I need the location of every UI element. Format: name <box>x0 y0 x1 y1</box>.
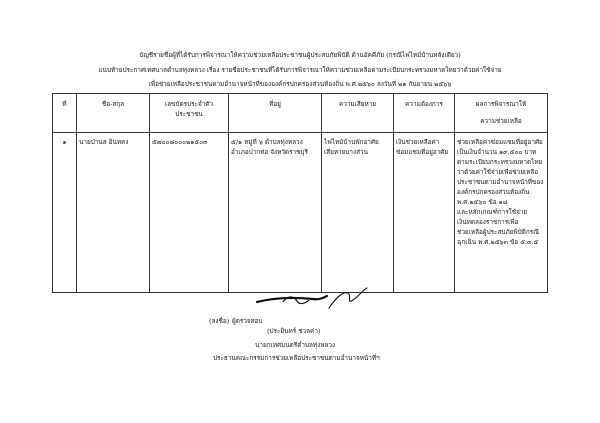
header-address: ที่อยู่ <box>229 94 322 133</box>
signed-label: (ลงชื่อ) <box>209 317 230 325</box>
result-line: ช่วยเหลือผู้ประสบภัยพิบัติกรณี <box>457 228 540 236</box>
result-line: และหลักเกณฑ์การใช้จ่าย <box>457 208 528 216</box>
row-id: ๕๗๐๐๘๐๐๐๒๑๕๐๓ <box>150 133 229 293</box>
signer-name: (ประยินทร์ ชวลค่า) <box>267 327 321 335</box>
row-need: เงินช่วยเหลือค่า ซ่อมแซมที่อยู่อาศัย <box>394 133 455 293</box>
result-line: ฉุกเฉิน พ.ศ.๒๕๖๓ ข้อ ๕.๓.๕ <box>457 238 539 246</box>
result-line: ประชาชนตามอำนาจหน้าที่ของ <box>457 178 544 186</box>
result-line: ว่าด้วยค่าใช้จ่ายเพื่อช่วยเหลือ <box>457 168 539 176</box>
result-line: ตามระเบียบกระทรวงมหาดไทย <box>457 158 543 166</box>
result-line: เป็นเงินจำนวน ๑๙,๕๐๐ บาท <box>457 148 537 156</box>
row-result <box>455 133 548 293</box>
row-num: ๑ <box>53 133 77 293</box>
recipient-table <box>52 93 548 293</box>
handwritten-signature <box>253 286 373 312</box>
signer-position: นายกเทศมนตรีตำบลทุ่งหลวง <box>255 341 336 349</box>
signer-committee-position: ประธานคณะกรรมการช่วยเหลือประชาชนตามอำนาจหน้าที่ฯ <box>213 354 380 362</box>
header-name: ชื่อ-สกุล <box>77 94 150 133</box>
header-need: ความต้องการ <box>394 94 455 133</box>
document-title: บัญชีรายชื่อผู้ที่ได้รับการพิจารณาให้ความช่วยเหลือประชาชนผู้ประสบภัยพิบัติ ด้านอัคคีภัย (กรณีไฟไหม้บ้านหลังเดียว) <box>139 51 461 59</box>
checker-label: ผู้ตรวจสอบ <box>232 317 263 325</box>
header-num: ที่ <box>53 94 77 133</box>
document-subtitle-line1: แนบท้ายประกาศเทศบาลตำบลทุ่งหลวง เรื่อง รายชื่อประชาชนที่ได้รับการพิจารณาให้ความช่วยเหลือตามระเบียบกระทรวงมหาดไทยว่าด้วยค่าใช้จ่าย <box>98 66 502 74</box>
table-header-row <box>53 94 548 133</box>
row-name: นายป่านส อินทดง <box>77 133 150 293</box>
header-damage: ความเสียหาย <box>322 94 394 133</box>
result-line: พ.ศ.๒๕๖๐ ข้อ ๑๘ <box>457 198 508 206</box>
row-address: ๕/๑ หมู่ที่ ๖ ตำบลทุ่งหลวง อำเภอปากท่อ จังหวัดราชบุรี <box>229 133 322 293</box>
header-id: เลขบัตรประจำตัว ประชาชน <box>150 94 229 133</box>
result-line: เงินทดลองราชการเพื่อ <box>457 218 519 226</box>
document-subtitle-line2: เพื่อช่วยเหลือประชาชนตามอำนาจหน้าที่ขององค์กรปกครองส่วนท้องถิ่น พ.ศ.๒๕๖๐ ลงวันที่ ๒๑ กันยายน ๒๕๖๖ <box>148 80 452 88</box>
result-line: ช่วยเหลือค่าซ่อมแซมที่อยู่อาศัย <box>457 138 543 146</box>
result-line: องค์กรปกครองส่วนท้องถิ่น <box>457 188 530 196</box>
header-result: ผลการพิจารณาให้ ความช่วยเหลือ <box>455 94 548 133</box>
row-damage: ไฟไหม้บ้านพักอาศัย เสียหายบางส่วน <box>322 133 394 293</box>
table-row <box>53 133 548 293</box>
